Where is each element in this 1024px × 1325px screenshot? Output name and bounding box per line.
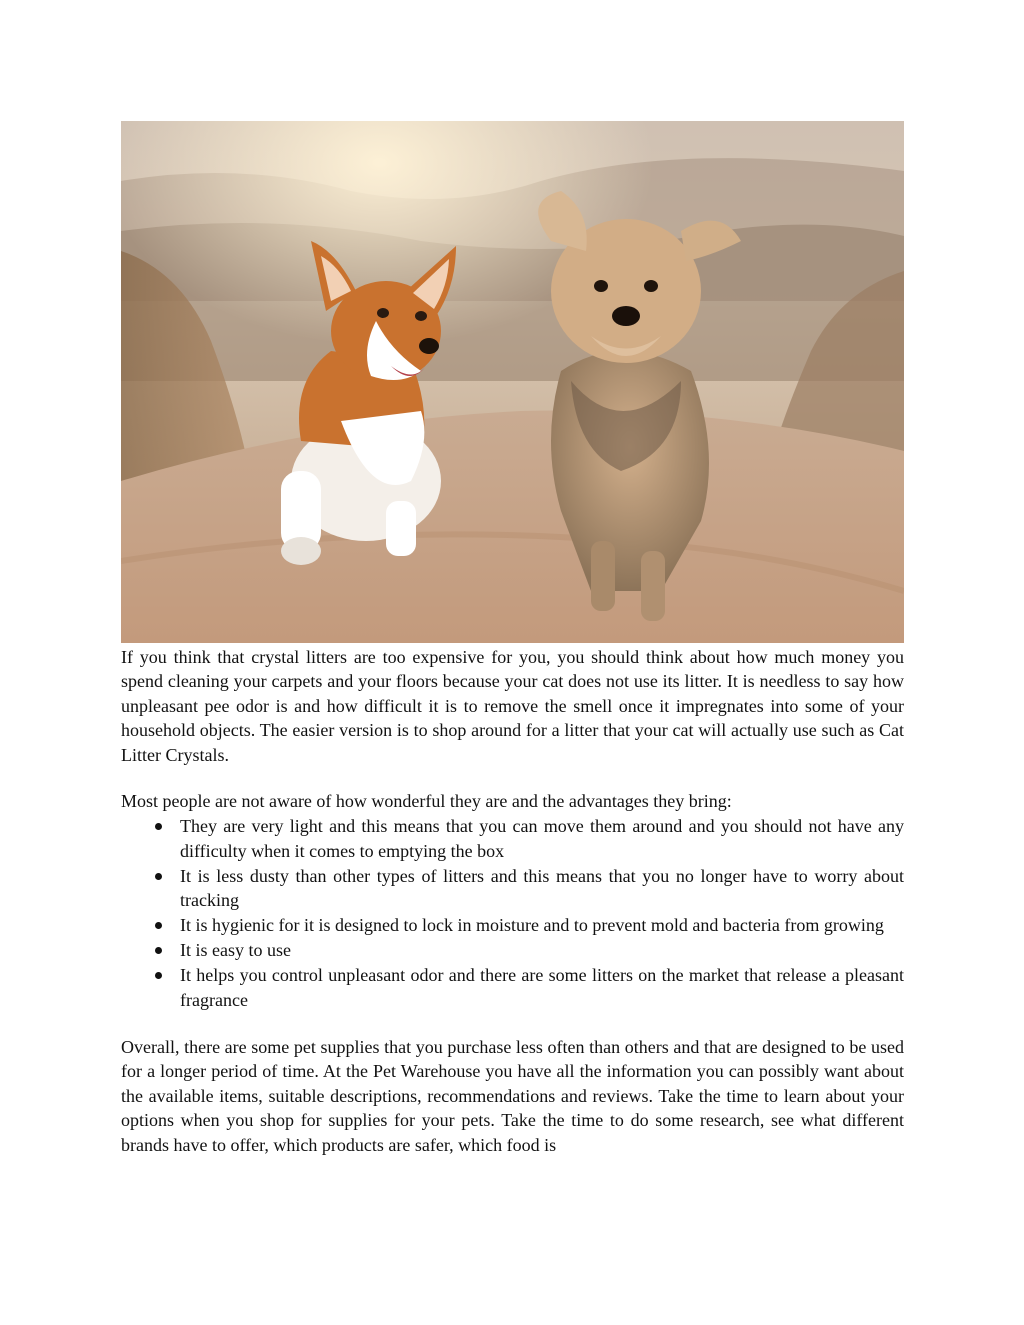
list-item [121, 864, 904, 913]
list-item-text: It helps you control unpleasant odor and there are some litters on the market that release a pleasant fragrance [180, 965, 904, 1010]
overall-paragraph: Overall, there are some pet supplies that you purchase less often than others and that are designed to be used for a longer period of time. At the Pet Warehouse you have all the information you can possibly want about the available items, suitable descriptions, recommendations and reviews. Take the time to learn about your options when you shop for supplies for your pets. Take the time to do some research, see what different brands have to offer, which products are safer, which food is [121, 1037, 904, 1155]
list-item-text: It is easy to use [180, 940, 291, 961]
advantages-list [121, 814, 904, 1012]
dogs-photo [121, 121, 904, 643]
bullet-icon [155, 972, 162, 979]
two-dogs-on-dirt-road-photo-icon [121, 121, 904, 643]
list-item-text: It is hygienic for it is designed to lock in moisture and to prevent mold and bacteria from growing [180, 915, 884, 936]
list-item [121, 814, 904, 863]
bullet-icon [155, 922, 162, 929]
bullet-icon [155, 873, 162, 880]
list-item [121, 938, 904, 962]
list-item-text: They are very light and this means that you can move them around and you should not have any difficulty when it comes to emptying the box [180, 816, 904, 861]
intro-paragraph: If you think that crystal litters are too expensive for you, you should think about how much money you spend cleaning your carpets and your floors because your cat does not use its litter. It is needless to say how unpleasant pee odor is and how difficult it is to remove the smell once it impregnates into some of your household objects. The easier version is to shop around for a litter that your cat will actually use such as Cat Litter Crystals. [121, 647, 904, 765]
list-item-text: It is less dusty than other types of litters and this means that you no longer have to worry about tracking [180, 865, 904, 911]
bullet-icon [155, 947, 162, 954]
list-item [121, 913, 904, 937]
document-page [121, 121, 904, 1157]
advantages-intro: Most people are not aware of how wonderful they are and the advantages they bring: [121, 791, 732, 812]
list-item [121, 963, 904, 1012]
bullet-icon [155, 823, 162, 830]
